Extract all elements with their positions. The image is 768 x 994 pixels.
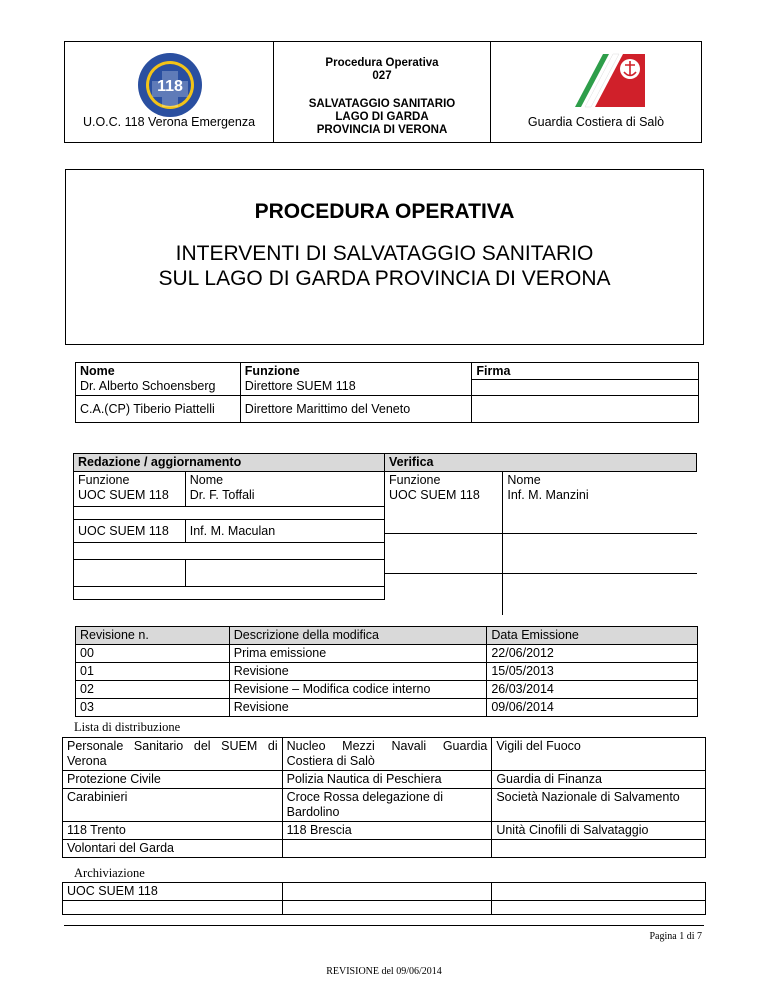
column-header-descrizione: Descrizione della modifica	[229, 627, 487, 645]
verifica-empty-cell	[503, 574, 697, 615]
signature-row-1-firma-cell	[472, 363, 699, 396]
archive-empty-cell	[282, 883, 492, 901]
archive-entry: UOC SUEM 118	[63, 883, 283, 901]
distribution-recipient	[492, 840, 706, 858]
verifica-funzione: UOC SUEM 118	[389, 488, 480, 502]
distribution-recipient: Protezione Civile	[63, 771, 283, 789]
revision-row	[76, 663, 698, 681]
redazione-funzione: UOC SUEM 118	[74, 520, 186, 543]
procedure-label: Procedura Operativa	[325, 57, 439, 69]
signature-row-1-name-cell	[76, 363, 241, 396]
suem-118-logo	[137, 52, 203, 118]
document-subtitle-line-1: INTERVENTI DI SALVATAGGIO SANITARIO	[175, 242, 594, 265]
redazione-table	[73, 453, 385, 600]
procedure-title-line-1: SALVATAGGIO SANITARIO	[308, 98, 456, 110]
archive-empty-cell	[492, 901, 706, 915]
revision-row	[76, 645, 698, 663]
distribution-recipient: Vigili del Fuoco	[492, 738, 706, 771]
distribution-row	[63, 771, 706, 789]
footer-divider	[64, 925, 704, 926]
revision-description: Revisione	[229, 699, 487, 717]
right-organization: Guardia Costiera di Salò	[527, 115, 665, 129]
distribution-recipient: Volontari del Garda	[63, 840, 283, 858]
column-header-funzione: Funzione	[78, 473, 130, 487]
revision-description: Revisione	[229, 663, 487, 681]
verifica-table	[385, 453, 697, 615]
column-header-funzione: Funzione	[389, 473, 441, 487]
signature-row-1-function-cell	[240, 363, 472, 396]
revision-date: 15/05/2013	[487, 663, 698, 681]
archive-empty-cell	[282, 901, 492, 915]
revision-number: 02	[76, 681, 230, 699]
logo-118-text: 118	[157, 78, 183, 95]
title-box	[65, 169, 704, 345]
archive-table	[62, 882, 706, 915]
distribution-recipient: Croce Rossa delegazione di Bardolino	[282, 789, 492, 822]
distribution-recipient: Polizia Nautica di Peschiera	[282, 771, 492, 789]
distribution-row	[63, 822, 706, 840]
redazione-empty-row	[74, 587, 385, 600]
column-header-revisione: Revisione n.	[76, 627, 230, 645]
document-subtitle-line-2: SUL LAGO DI GARDA PROVINCIA DI VERONA	[158, 267, 611, 290]
header-right-cell	[491, 42, 701, 142]
revision-number: 03	[76, 699, 230, 717]
revision-number: 01	[76, 663, 230, 681]
distribution-recipient: Nucleo Mezzi Navali Guardia Costiera di Salò	[282, 738, 492, 771]
signature-name: Dr. Alberto Schoensberg	[80, 379, 216, 393]
distribution-row	[63, 738, 706, 771]
verifica-title: Verifica	[385, 454, 697, 472]
procedure-title-line-2: LAGO DI GARDA	[335, 111, 429, 123]
signature-name: C.A.(CP) Tiberio Piattelli	[76, 396, 241, 423]
signature-firma-cell	[472, 396, 699, 423]
procedure-title	[274, 98, 490, 137]
archive-label: Archiviazione	[74, 866, 145, 880]
redazione-row-1-nome	[185, 472, 384, 507]
header-left-cell	[65, 42, 274, 142]
revision-row	[76, 681, 698, 699]
column-header-firma: Firma	[472, 363, 698, 380]
redazione-nome: Dr. F. Toffali	[189, 488, 255, 502]
redazione-empty-cell	[74, 560, 186, 587]
signatures-table	[75, 362, 699, 423]
distribution-recipient	[282, 840, 492, 858]
distribution-recipient: Carabinieri	[63, 789, 283, 822]
column-header-nome: Nome	[80, 364, 115, 378]
distribution-label: Lista di distribuzione	[74, 720, 181, 734]
distribution-row	[63, 789, 706, 822]
distribution-recipient: Personale Sanitario del SUEM di Verona	[63, 738, 283, 771]
revision-date: 09/06/2014	[487, 699, 698, 717]
document-header	[64, 41, 702, 143]
redazione-empty-row	[74, 507, 385, 520]
redazione-empty-cell	[185, 560, 384, 587]
redazione-funzione: UOC SUEM 118	[78, 488, 169, 502]
revision-number: 00	[76, 645, 230, 663]
page-number: Pagina 1 di 7	[649, 931, 702, 942]
left-organization: U.O.C. 118 Verona Emergenza	[82, 115, 256, 129]
document-title: PROCEDURA OPERATIVA	[254, 200, 515, 223]
column-header-nome: Nome	[189, 473, 224, 487]
guardia-costiera-logo	[535, 49, 645, 109]
header-middle-cell	[274, 42, 491, 142]
revision-date: 26/03/2014	[487, 681, 698, 699]
redazione-empty-row	[74, 543, 385, 560]
redazione-nome: Inf. M. Maculan	[185, 520, 384, 543]
verifica-empty-cell	[385, 574, 503, 615]
archive-empty-cell	[63, 901, 283, 915]
column-header-nome: Nome	[507, 473, 541, 487]
procedure-number: 027	[372, 70, 392, 82]
distribution-recipient: Unità Cinofili di Salvataggio	[492, 822, 706, 840]
distribution-recipient: Società Nazionale di Salvamento	[492, 789, 706, 822]
procedure-title-line-3: PROVINCIA DI VERONA	[316, 124, 448, 136]
distribution-recipient: 118 Brescia	[282, 822, 492, 840]
revision-row	[76, 699, 698, 717]
verifica-row-1-nome	[503, 472, 697, 534]
signature-function: Direttore Marittimo del Veneto	[240, 396, 472, 423]
column-header-data: Data Emissione	[487, 627, 698, 645]
redazione-title: Redazione / aggiornamento	[74, 454, 385, 472]
verifica-row-1-funzione	[385, 472, 503, 534]
distribution-recipient: Guardia di Finanza	[492, 771, 706, 789]
archive-empty-cell	[492, 883, 706, 901]
distribution-recipient: 118 Trento	[63, 822, 283, 840]
signature-function: Direttore SUEM 118	[244, 379, 356, 393]
verifica-nome: Inf. M. Manzini	[507, 488, 589, 502]
verifica-empty-cell	[385, 534, 503, 574]
revisioni-table	[75, 626, 698, 717]
redazione-row-1-funzione	[74, 472, 186, 507]
distribution-table	[62, 737, 706, 858]
column-header-funzione: Funzione	[244, 364, 300, 378]
revision-description: Prima emissione	[229, 645, 487, 663]
revision-description: Revisione – Modifica codice interno	[229, 681, 487, 699]
verifica-empty-cell	[503, 534, 697, 574]
distribution-row	[63, 840, 706, 858]
revision-footer: REVISIONE del 09/06/2014	[326, 966, 442, 977]
revision-date: 22/06/2012	[487, 645, 698, 663]
